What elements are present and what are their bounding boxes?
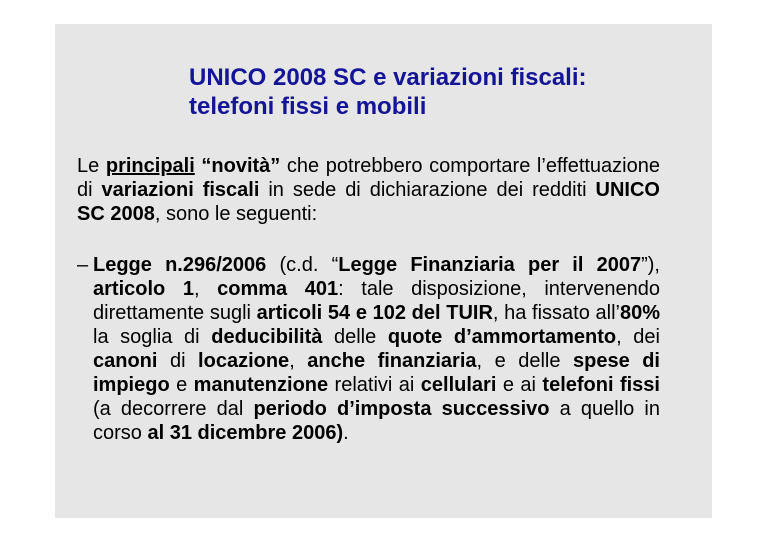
title-line-1: UNICO 2008 SC e variazioni fiscali: bbox=[189, 64, 587, 91]
bold-term: telefoni fissi bbox=[542, 374, 660, 396]
intro-text: Le bbox=[77, 155, 106, 177]
bullet-span: , bbox=[289, 350, 308, 372]
bold-term: 80% bbox=[619, 302, 660, 324]
bold-term: quote d’ammortamento bbox=[387, 326, 617, 348]
bullet-text bbox=[93, 253, 660, 445]
intro-text: in sede di dichiarazione dei redditi bbox=[259, 179, 596, 201]
bullet-item bbox=[77, 253, 660, 445]
intro-paragraph bbox=[77, 154, 660, 226]
bullet-span: la soglia di bbox=[93, 326, 212, 348]
bullet-span: (c.d. “ bbox=[266, 254, 339, 276]
bold-term: comma 401 bbox=[217, 278, 339, 300]
bullet-span: a quello in corso bbox=[93, 398, 660, 444]
bullet-span: , dei bbox=[616, 326, 660, 348]
bold-term: articoli 54 e 102 del TUIR bbox=[256, 302, 493, 324]
bold-term: periodo d’imposta successivo bbox=[253, 398, 550, 420]
novita-text: “novità” bbox=[201, 155, 281, 177]
bullet-span: , e delle bbox=[476, 350, 573, 372]
bullet-span: relativi ai bbox=[328, 374, 421, 396]
bullet-dash: – bbox=[77, 254, 89, 276]
bold-term: deducibilità bbox=[211, 326, 323, 348]
bullet-span: ”), bbox=[641, 254, 660, 276]
bold-term: Legge n.296/2006 bbox=[93, 254, 267, 276]
slide-title bbox=[189, 63, 587, 121]
bullet-span: , ha fissato all’ bbox=[492, 302, 620, 324]
bullet-span: , bbox=[193, 278, 218, 300]
principali-term: principali bbox=[105, 155, 195, 177]
bullet-span: e ai bbox=[496, 374, 543, 396]
bold-term: spese di impiego bbox=[93, 350, 660, 396]
intro-text: , sono le seguenti: bbox=[154, 203, 318, 225]
bold-term: locazione bbox=[198, 350, 290, 372]
bullet-span: . bbox=[343, 422, 349, 444]
bold-term: canoni bbox=[93, 350, 158, 372]
bold-term: Legge Finanziaria per il 2007 bbox=[338, 254, 642, 276]
bullet-span: : tale disposizione, intervenendo direttamente sugli bbox=[93, 278, 660, 324]
bullet-span: delle bbox=[322, 326, 388, 348]
variazioni-fiscali-term: variazioni fiscali bbox=[101, 179, 260, 201]
bold-term: al 31 dicembre 2006) bbox=[147, 422, 344, 444]
bold-term: anche finanziaria bbox=[307, 350, 477, 372]
intro-text: che potrebbero comportare l’effettuazione di bbox=[77, 155, 660, 201]
bullet-span: e bbox=[169, 374, 194, 396]
bold-term: cellulari bbox=[420, 374, 497, 396]
bullet-span: di bbox=[157, 350, 199, 372]
unico-term: UNICO SC 2008 bbox=[77, 179, 660, 225]
title-line-2: telefoni fissi e mobili bbox=[189, 93, 427, 120]
bold-term: articolo 1 bbox=[93, 278, 194, 300]
novita-term bbox=[201, 155, 280, 177]
bullet-span: (a decorrere dal bbox=[93, 398, 254, 420]
bold-term: manutenzione bbox=[193, 374, 329, 396]
